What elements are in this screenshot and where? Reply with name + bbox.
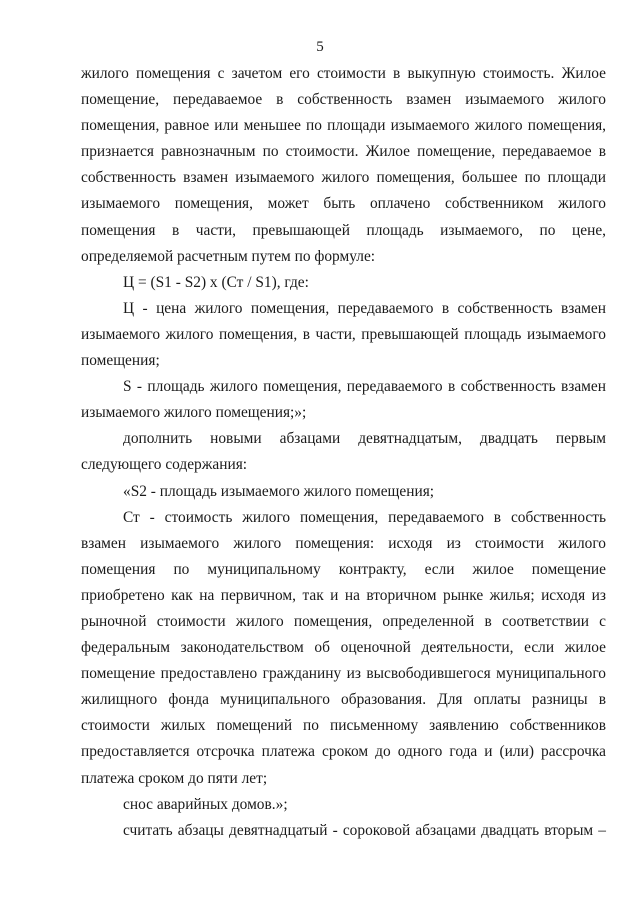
paragraph-9: считать абзацы девятнадцатый - сороковой абзацами двадцать вторым – bbox=[123, 821, 606, 839]
paragraph-3: Ц - цена жилого помещения, передаваемого в собственность взамен изымаемого жилого помещения, в части, превышающей площадь изымаемого помещения; bbox=[81, 299, 606, 370]
paragraph-4: S - площадь жилого помещения, передаваемого в собственность взамен изымаемого жилого помещения;»; bbox=[81, 378, 606, 422]
paragraph-8: снос аварийных домов.»; bbox=[123, 795, 288, 813]
page-number: 5 bbox=[316, 39, 324, 55]
paragraph-5: дополнить новыми абзацами девятнадцатым, двадцать первым следующего содержания: bbox=[81, 430, 606, 474]
document-body bbox=[81, 61, 606, 844]
paragraph-6: «S2 - площадь изымаемого жилого помещения; bbox=[123, 482, 435, 500]
paragraph-1: жилого помещения с зачетом его стоимости в выкупную стоимость. Жилое помещение, передаваемое в собственность взамен изымаемого жилого помещения, равное или меньшее по площади изымаемого жилого помещения, признается равнозначным по стоимости. Жилое помещение, передаваемое в собственность взамен изымаемого жилого помещения, большее по площади изымаемого помещения, может быть оплачено собственником жилого помещения в части, превышающей площадь изымаемого, по цене, определяемой расчетным путем по формуле: bbox=[81, 65, 606, 265]
paragraph-7: Ст - стоимость жилого помещения, передаваемого в собственность взамен изымаемого жилого помещения: исходя из стоимости жилого помещения по муниципальному контракту, если жилое помещение приобретено как на первичном, так и на вторичном рынке жилья; исходя из рыночной стоимости жилого помещения, определенной в соответствии с федеральным законодательством об оценочной деятельности, если жилое помещение предоставлено гражданину из высвободившегося муниципального жилищного фонда муниципального образования. Для оплаты разницы в стоимости жилых помещений по письменному заявлению собственников предоставляется отсрочка платежа сроком до одного года и (или) рассрочка платежа сроком до пяти лет; bbox=[81, 508, 606, 787]
paragraph-formula: Ц = (S1 - S2) х (Ст / S1), где: bbox=[123, 273, 309, 291]
